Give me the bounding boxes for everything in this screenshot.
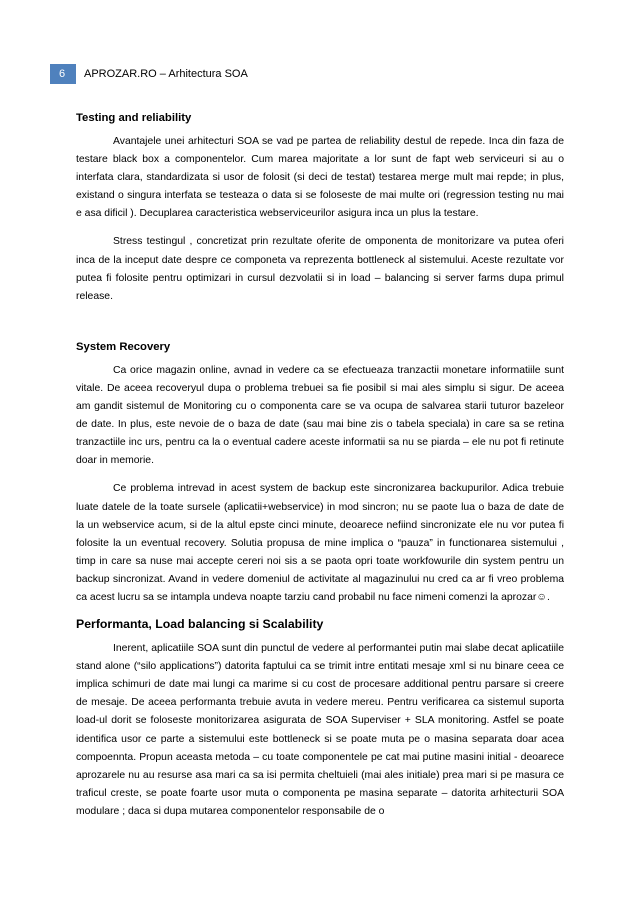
section-heading: Performanta, Load balancing si Scalability — [76, 617, 324, 632]
section-heading: System Recovery — [76, 340, 171, 353]
header-title: APROZAR.RO – Arhitectura SOA — [84, 68, 248, 80]
page-header — [0, 64, 638, 84]
section-performance — [76, 617, 564, 821]
paragraph: Inerent, aplicatiile SOA sunt din punctul de vedere al performantei putin mai slabe decat aplicatiile stand alone (“silo applications”) datorita faptului ca se trimit intre entitati mesaje xml si nu binare ceea ce implica schimuri de date mai lungi ca marime si cu cost de procesare additional pentru parsare si creere de mesaje. De aceea performanta trebuie avuta in vedere mereu. Pentru verificarea ca sistemul suporta load-ul dorit se foloseste monitorizarea asigurata de SOA Superviser + SLA monitoring. Astfel se poate identifica usor ce parte a sistemului este bottleneck si se poate muta pe o masina separata doar acea compoennta. Propun aceasta metoda – cu toate componentele pe cat mai putine masini initial - deoarece aprozarele nu au resurse asa mari ca sa isi permita cheltuieli (mai ales initiale) prea mari si pe masura ce traficul creste, se poate foarte usor muta o componenta pe masina separate – datorita arhitecturii SOA modulare ; daca si dupa mutarea componentelor responsabile de o — [76, 643, 564, 817]
paragraph: Ce problema intrevad in acest system de backup este sincronizarea backupurilor. Adica trebuie luate datele de la toate sursele (aplicatii+webservice) in mod sincron; nu se paote lua o baza de date de la un webservice acum, si de la altul epste cinci minute, deoarece nefiind sincronizate ele nu vor putea fi folosite la un eventual recovery. Solutia propusa de mine implica o “pauza” in functionarea sistemului , timp in care sa nuse mai accepte cereri noi sis a se paota opri toate workfowurile din system pentru un backup sincronizat. Avand in vedere domeniul de activitate al magazinului nu cred ca ar fi vreo problema ca acest lucru sa se intampla undeva noapte tarziu cand probabil nu face nimeni comenzi la aprozar☺. — [76, 483, 564, 603]
section-system-recovery — [76, 341, 564, 607]
paragraph: Stress testingul , concretizat prin rezultate oferite de omponenta de monitorizare va putea oferi inca de la inceput date despre ce componeta va reprezenta bottleneck al sistemului. Aceste rezultate vor putea fi folosite pentru optimizari in cursul dezvolatii si in load – balancing si server farms dupa primul release. — [76, 236, 564, 302]
section-heading: Testing and reliability — [76, 112, 192, 124]
section-testing-reliability — [76, 112, 564, 306]
paragraph: Ca orice magazin online, avnad in vedere ca se efectueaza tranzactii monetare informatiile sunt vitale. De aceea recoveryul dupa o problema trebuei sa fie posibil si mai ales simplu si sigur. De aceea am gandit sistemul de Monitoring cu o componenta care se va ocupa de salvarea starii tuturor bazeleor de date. In plus, este nevoie de o baza de date (sau mai bine zis o tabela speciala) in care sa se retina tranzactiile inc urs, pentru ca la o eventual cadere aceste informatii sa nu se piarda – ele nu pot fi retinute doar in memorie. — [76, 364, 564, 467]
paragraph: Avantajele unei arhitecturi SOA se vad pe partea de reliability destul de repede. Inca din faza de testare black box a componentelor. Cum marea majoritate a lor sunt de fapt web serviceuri si au o interfata clara, standardizata si usor de folosit (si deci de testat) testarea merge mult mai repde; in plus, existand o singura interfata se testeaza o data si se foloseste de mai multe ori (regression testing nu mai e asa dificil ). Decuplarea caracteristica webserviceurilor asigura inca un plus la testare. — [76, 136, 564, 220]
page-number: 6 — [50, 64, 76, 84]
document-body — [76, 112, 564, 831]
